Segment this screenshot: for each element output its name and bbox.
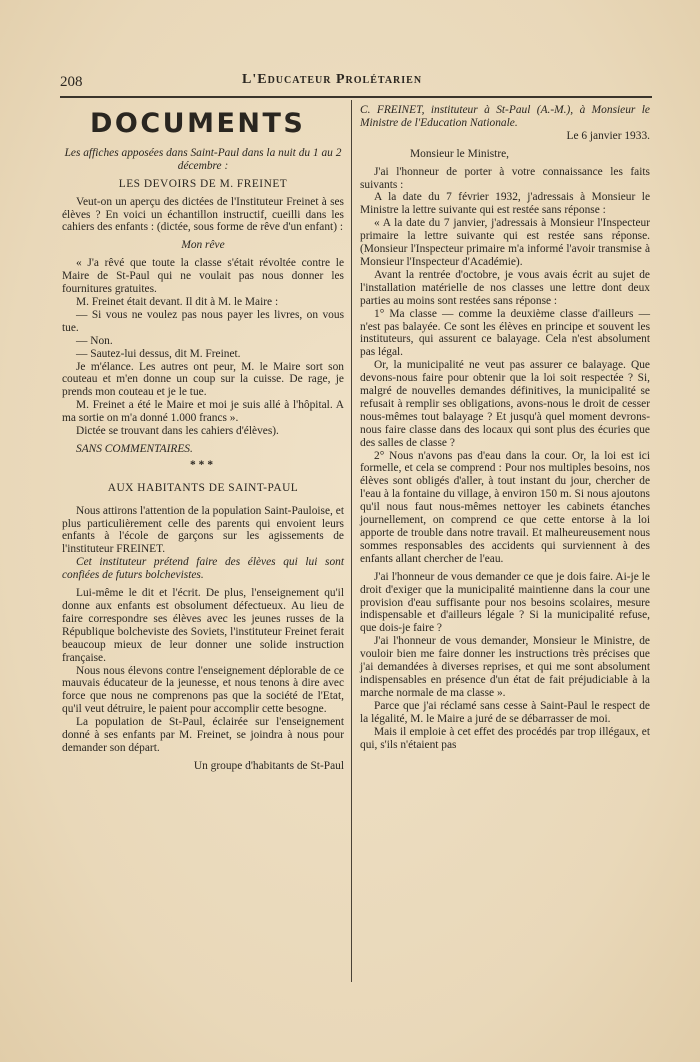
paragraph: Je m'élance. Les autres ont peur, M. le Maire sort son couteau et m'en donne un coup sur la cuisse. De rage, je prends mon couteau et je le tue. xyxy=(62,360,344,399)
paragraph: « J'a rêvé que toute la classe s'était révoltée contre le Maire de St-Paul qui ne voulait pas nous donner les fournitures gratuites. xyxy=(62,257,344,296)
paragraph: — Sautez-lui dessus, dit M. Freinet. xyxy=(76,347,241,360)
intro-text: Les affiches apposées dans Saint-Paul dans la nuit du 1 au 2 décembre : xyxy=(64,146,342,172)
section-title: DOCUMENTS xyxy=(90,108,306,139)
separator-stars: *** xyxy=(189,458,217,471)
letter-date: Le 6 janvier 1933. xyxy=(566,129,650,142)
journal-title: L'Educateur Prolétarien xyxy=(242,72,423,87)
letter-head: C. FREINET, instituteur à St-Paul (A.-M.), à Monsieur le Ministre de l'Education Nationale. xyxy=(360,104,650,129)
paragraph: Mais il emploie à cet effet des procédés par trop illégaux, et qui, s'ils n'étaient pas xyxy=(360,725,650,751)
paragraph: — Non. xyxy=(76,334,113,347)
paragraph: — Si vous ne voulez pas nous payer les livres, on vous tue. xyxy=(62,308,344,334)
paragraph: Nous attirons l'attention de la population Saint-Pauloise, et plus particulièrement celle des parents qui envoient leurs enfants à l'école de garçons sur les agissements de l'instituteur FREINET. xyxy=(62,504,344,556)
left-column xyxy=(62,104,344,773)
salutation: Monsieur le Ministre, xyxy=(410,147,510,160)
paragraph: Veut-on un aperçu des dictées de l'Instituteur Freinet à ses élèves ? En voici un échantillon instructif, cueilli dans les cahiers des enfants : (dictée, sous forme de rêve d'un enfant) : xyxy=(62,195,344,234)
paragraph: Dictée se trouvant dans les cahiers d'élèves). xyxy=(76,425,279,438)
right-column xyxy=(360,104,650,751)
paragraph: J'ai l'honneur de vous demander ce que je dois faire. Ai-je le droit d'exiger que la municipalité maintienne dans la cour une provision d'eau suffisante pour nos besoins scolaires, mesure indispensable et d'ailleurs légale ? Si la municipalité refuse, que dois-je faire ? xyxy=(360,570,650,635)
paragraph: Avant la rentrée d'octobre, je vous avais écrit au sujet de l'installation matérielle de nos classes une lettre dont deux parties au moins sont restées sans réponse : xyxy=(360,268,650,307)
paragraph: M. Freinet était devant. Il dit à M. le Maire : xyxy=(76,295,279,308)
paragraph: M. Freinet a été le Maire et moi je suis allé à l'hôpital. A ma sortie on m'a donné 1.000 francs ». xyxy=(62,399,344,425)
column-divider xyxy=(351,100,352,982)
paragraph: Parce que j'ai réclamé sans cesse à Saint-Paul le respect de la légalité, M. le Maire a juré de se débarrasser de moi. xyxy=(360,699,650,725)
paragraph: J'ai l'honneur de porter à votre connaissance les faits suivants : xyxy=(360,165,650,191)
paragraph: 2° Nous n'avons pas d'eau dans la cour. Or, la loi est ici formelle, et cela se comprend : Pour nos multiples besoins, nos élèves sont obligés d'aller, à tout instant du jour, chercher de l'eau à la fontaine du village, à environ 150 m. Si nous ajoutons qu'il nous faut nous-mêmes nettoyer les cabinets étanches journellement, on comprend ce que cette entorse à la loi apporte de trouble dans notre travail. Et malheureusement nous sommes responsables des accidents qui surviennent à des enfants allant chercher de l'eau. xyxy=(360,449,650,565)
paragraph: J'ai l'honneur de vous demander, Monsieur le Ministre, de vouloir bien me faire donner les instructions très précises que j'ai demandées à diverses reprises, et qui me sont absolument indispensables en présence d'un état de fait préjudiciable à la marche normale de ma classe ». xyxy=(360,635,650,699)
heading-habitants: AUX HABITANTS DE SAINT-PAUL xyxy=(107,481,299,494)
paragraph: Or, la municipalité ne veut pas assurer ce balayage. Que devons-nous faire pour obtenir que la loi soit respectée ? Si, malgré de nouvelles demandes définitives, la municipalité se refusait à remplir ses obligations, avons-nous le droit de cesser nous-mêmes tout balayage ? Et jusqu'à quel moment devrons-nous faire classe dans des locaux qui sont plus des écuries que des salles de classe ? xyxy=(360,359,650,449)
paragraph: Cet instituteur prétend faire des élèves qui lui sont confiées de futurs bolchevistes. xyxy=(62,556,344,582)
sans-commentaires: SANS COMMENTAIRES. xyxy=(76,442,193,455)
signature: Un groupe d'habitants de St-Paul xyxy=(193,759,344,772)
paragraph: « A la date du 7 janvier, j'adressais à Monsieur l'Inspecteur primaire la lettre suivante qui est restée sans réponse. (Monsieur l'Inspecteur primaire m'a informé l'avoir transmise à Monsieur l'Inspecteur d'Académie). xyxy=(360,217,650,268)
paragraph: Lui-même le dit et l'écrit. De plus, l'enseignement qu'il donne aux enfants est obsolument défectueux. Au lieu de faire correspondre ses élèves avec les jeunes russes de la République bolcheviste des Soviets, l'instituteur Freinet ferait beaucoup mieux de leur donner une solide instruction française. xyxy=(62,587,344,664)
paragraph: Nous nous élevons contre l'enseignement déplorable de ce mauvais éducateur de la jeunesse, et nous tenons à dire avec force que nous ne comprenons pas que la société de l'Etat, qu'il veut détruire, le paient pour accomplir cette besogne. xyxy=(62,664,344,716)
heading-devoirs: LES DEVOIRS DE M. FREINET xyxy=(118,177,288,190)
dream-title: Mon rêve xyxy=(181,239,225,252)
page-header xyxy=(60,70,652,92)
paragraph: La population de St-Paul, éclairée sur l'enseignement donné à ses enfants par M. Freinet, se joindra à nous pour demander son départ. xyxy=(62,716,344,754)
header-rule xyxy=(60,96,652,98)
page-number: 208 xyxy=(60,74,83,90)
paragraph: A la date du 7 février 1932, j'adressais à Monsieur le Ministre la lettre suivante qui est restée sans réponse : xyxy=(360,191,650,217)
paragraph: 1° Ma classe — comme la deuxième classe d'ailleurs — n'est pas balayée. Ce sont les élèves en principe et souvent les instituteurs, qui assurent ce balayage. Cela n'est absolument pas légal. xyxy=(360,307,650,359)
